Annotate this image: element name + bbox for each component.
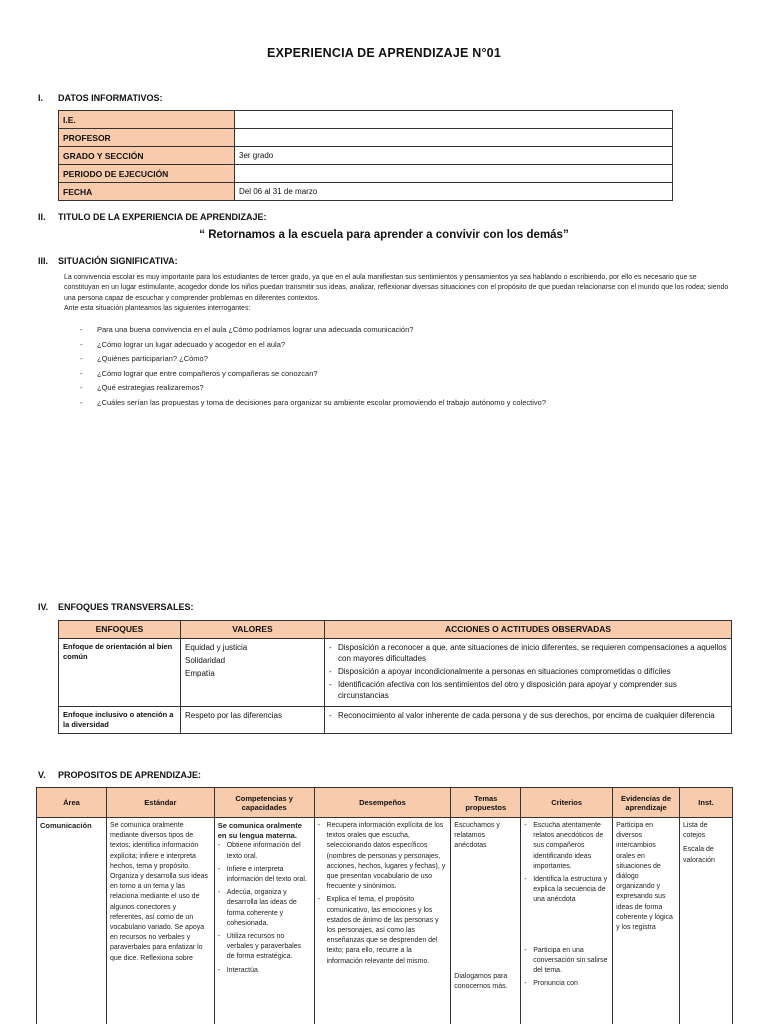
list-item: - ¿Qué estrategias realizaremos?: [80, 381, 730, 396]
tema-item: Dialogamos para conocernos más.: [454, 972, 508, 990]
table-row: [37, 818, 733, 1024]
list-item: - Identificación afectiva con los sentimientos del otro y disposición para apoyar y comprender sus circunstancias: [329, 679, 727, 701]
competencias-cell: [214, 818, 314, 1024]
column-header: Temas propuestos: [451, 788, 521, 818]
table-row: [59, 129, 673, 147]
document-title: EXPERIENCIA DE APRENDIZAJE N°01: [267, 46, 501, 60]
situacion-text: [64, 273, 732, 315]
section-number: IV.: [38, 602, 49, 612]
table-row: [59, 111, 673, 129]
section-number: I.: [38, 93, 44, 103]
tema-item: Escuchamos y relatamos anécdotas: [454, 822, 500, 850]
list-item: - ¿Cuáles serían las propuestas y toma de decisiones para organizar su ambiente escolar promoviendo el trabajo autónomo y colectivo?: [80, 396, 730, 411]
list-item: - Disposición a apoyar incondicionalmente a personas en situaciones comprometidas o difíciles: [329, 666, 727, 677]
datos-value: Del 06 al 31 de marzo: [235, 183, 673, 201]
column-header: Desempeños: [314, 788, 451, 818]
spacer: [524, 909, 609, 943]
section-label: PROPOSITOS DE APRENDIZAJE:: [58, 770, 202, 780]
datos-value: [235, 111, 673, 129]
datos-table: [58, 110, 673, 201]
list-item: - Disposición a reconocer a que, ante situaciones de inicio diferentes, se requieren compensaciones a aquellos con mayores dificultades: [329, 642, 727, 664]
enfoques-table: [58, 620, 732, 734]
list-item: - Recupera información explícita de los textos orales que escucha, seleccionando datos específicos (nombres de personas y personajes, acciones, hechos, lugares y fechas), y que presentan vocabulario de uso frecuente y sinónimos.: [318, 821, 448, 892]
desempenos-cell: [314, 818, 451, 1024]
list-item: - Infiere e interpreta información del texto oral.: [218, 865, 311, 885]
datos-label: GRADO Y SECCIÓN: [59, 147, 235, 165]
datos-label: FECHA: [59, 183, 235, 201]
instrumento-item: Escala de valoración: [683, 846, 715, 864]
list-item: - Interactúa: [218, 966, 311, 976]
valor-item: Equidad y justicia: [185, 643, 248, 652]
section-datos-informativos: [38, 93, 163, 103]
datos-label: PROFESOR: [59, 129, 235, 147]
criterios-cell: [521, 818, 613, 1024]
propositos-table: [36, 787, 733, 1024]
section-enfoques: [38, 602, 194, 612]
evidencias-cell: Participa en diversos intercambios orales en situaciones de diálogo organizando y expresando sus ideas de forma coherente y lógica y los registra: [613, 818, 680, 1024]
situacion-paragraph: La convivencia escolar es muy importante para los estudiantes de tercer grado, ya que en el aula manifiestan sus sentimientos y pensamientos ya sea hablando o escribiendo, por ello es necesario que se constituyan en un lugar estimulante, acogedor donde los niños puedan transmitir sus ideas, analizar, reflexionar diversas situaciones con el propósito de que puedan relacionarse con el mundo que los rodea; siendo una persona capaz de escuchar y comprender problemas en diferentes contextos.: [64, 274, 729, 302]
list-item: - Utiliza recursos no verbales y paraverbales de forma estratégica.: [218, 932, 311, 963]
table-row: [59, 183, 673, 201]
section-number: V.: [38, 770, 46, 780]
datos-value: [235, 165, 673, 183]
list-item: - Identifica la estructura y explica la secuencia de una anécdota: [524, 875, 609, 906]
column-header: Inst.: [680, 788, 733, 818]
column-header: Evidencias de aprendizaje: [613, 788, 680, 818]
section-number: II.: [38, 212, 46, 222]
datos-value: 3er grado: [235, 147, 673, 165]
section-label: SITUACIÓN SIGNIFICATIVA:: [58, 256, 178, 266]
valores-cell: [181, 639, 325, 707]
datos-label: PERIODO DE EJECUCIÓN: [59, 165, 235, 183]
instrumentos-cell: [680, 818, 733, 1024]
acciones-cell: [325, 639, 732, 707]
section-number: III.: [38, 256, 49, 266]
acciones-cell: [325, 707, 732, 734]
instrumento-item: Lista de cotejos: [683, 822, 708, 840]
column-header: VALORES: [181, 621, 325, 639]
column-header: Área: [37, 788, 107, 818]
valores-cell: [181, 707, 325, 734]
estandar-cell: Se comunica oralmente mediante diversos tipos de textos; identifica información explícita; infiere e interpreta hechos, tema y propósito. Organiza y desarrolla sus ideas en torno a un tema y las relaciona mediante el uso de algunos conectores y referentes, así como de un vocabulario variado. Se apoya en recursos no verbales y paraverbales para enfatizar lo que dice. Reflexiona sobre: [106, 818, 214, 1024]
table-row: [59, 639, 732, 707]
list-item: - Para una buena convivencia en el aula ¿Cómo podríamos lograr una adecuada comunicación?: [80, 323, 730, 338]
list-item: - Adecúa, organiza y desarrolla las ideas de forma coherente y cohesionada.: [218, 888, 311, 929]
area-cell: Comunicación: [37, 818, 107, 1024]
column-header: ACCIONES O ACTITUDES OBSERVADAS: [325, 621, 732, 639]
temas-cell: [451, 818, 521, 1024]
section-label: DATOS INFORMATIVOS:: [58, 93, 163, 103]
list-item: - Explica el tema, el propósito comunicativo, las emociones y los estados de ánimo de las personas y los personajes, así como las enseñanzas que se desprenden del texto; para ello, recurre a la información relevante del mismo.: [318, 895, 448, 966]
table-header-row: [59, 621, 732, 639]
list-item: - ¿Cómo lograr que entre compañeros y compañeras se conozcan?: [80, 367, 730, 382]
table-row: [59, 165, 673, 183]
list-item: - Escucha atentamente relatos anecdóticos de sus compañeros identificando ideas importantes.: [524, 821, 609, 872]
list-item: - ¿Quiénes participarían? ¿Cómo?: [80, 352, 730, 367]
spacer: [454, 852, 517, 972]
section-situacion: [38, 256, 178, 266]
valor-item: Solidaridad: [185, 656, 226, 665]
list-item: - Pronuncia con: [524, 979, 609, 989]
table-row: [59, 147, 673, 165]
enfoque-cell: Enfoque inclusivo o atención a la diversidad: [59, 707, 181, 734]
section-titulo: [38, 212, 267, 222]
table-header-row: [37, 788, 733, 818]
table-row: [59, 707, 732, 734]
column-header: ENFOQUES: [59, 621, 181, 639]
valor-item: Empatía: [185, 669, 215, 678]
list-item: - ¿Cómo lograr un lugar adecuado y acogedor en el aula?: [80, 338, 730, 353]
valor-item: Respeto por las diferencias: [185, 711, 282, 720]
datos-label: I.E.: [59, 111, 235, 129]
datos-value: [235, 129, 673, 147]
section-label: TITULO DE LA EXPERIENCIA DE APRENDIZAJE:: [58, 212, 267, 222]
section-label: ENFOQUES TRANSVERSALES:: [58, 602, 194, 612]
column-header: Estándar: [106, 788, 214, 818]
column-header: Criterios: [521, 788, 613, 818]
list-item: - Participa en una conversación sin salirse del tema.: [524, 946, 609, 977]
competencia-title: Se comunica oralmente en su lengua materna.: [217, 821, 302, 841]
column-header: Competencias y capacidades: [214, 788, 314, 818]
situacion-intro: Ante esta situación planteamos las siguientes interrogantes:: [64, 305, 251, 313]
list-item: - Reconocimiento al valor inherente de cada persona y de sus derechos, por encima de cualquier diferencia: [329, 710, 727, 721]
list-item: - Obtiene información del texto oral.: [218, 841, 311, 861]
questions-list: [80, 323, 730, 411]
enfoque-cell: Enfoque de orientación al bien común: [59, 639, 181, 707]
section-propositos: [38, 770, 201, 780]
experience-title: “ Retornamos a la escuela para aprender a convivir con los demás”: [199, 229, 569, 241]
